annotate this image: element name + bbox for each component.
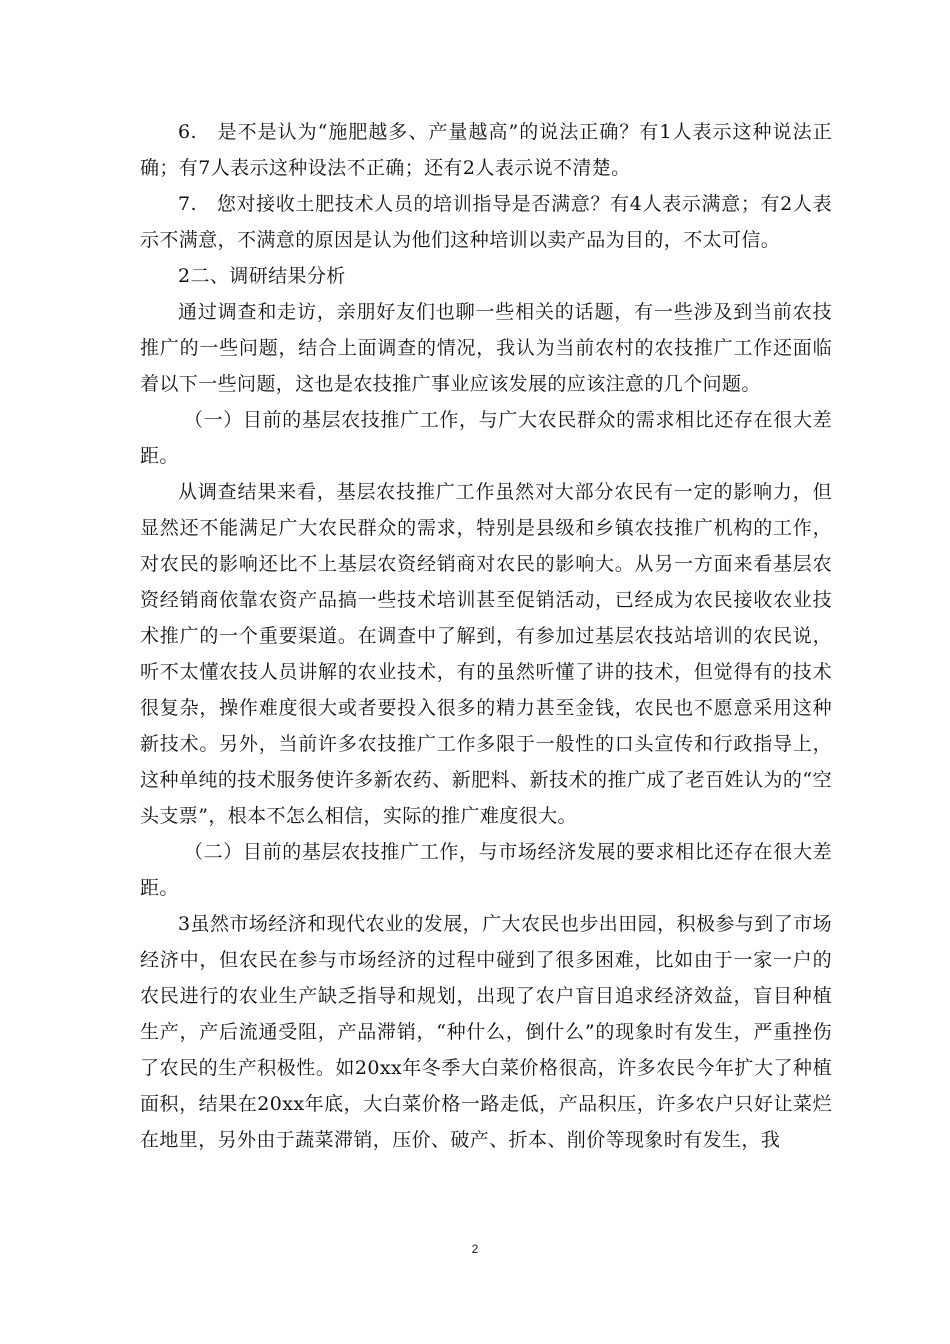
subheading-point-2: （二）目前的基层农技推广工作，与市场经济发展的要求相比还存在很大差距。 [140, 841, 832, 899]
page-number: 2 [471, 1242, 479, 1256]
paragraph-point-2-body: 3虽然市场经济和现代农业的发展，广大农民也步出田园，积极参与到了市场经济中，但农民在参与市场经济的过程中碰到了很多困难，比如由于一家一户的农民进行的农业生产缺乏指导和规划，出现了农户盲目追求经济效益，盲目种植生产，产后流通受阻，产品滞销，“种什么，倒什么”的现象时有发生，严重挫伤了农民的生产积极性。如20xx年冬季大白菜价格很高，许多农民今年扩大了种植面积，结果在20xx年底，大白菜价格一路走低，产品积压，许多农户只好让菜烂在地里，另外由于蔬菜滞销，压价、破产、折本、削价等现象时有发生，我 [140, 913, 832, 1151]
paragraph-point-1-body: 从调查结果来看，基层农技推广工作虽然对大部分农民有一定的影响力，但显然还不能满足广大农民群众的需求，特别是县级和乡镇农技推广机构的工作，对农民的影响还比不上基层农资经销商对农民的影响大。从另一方面来看基层农资经销商依靠农资产品搞一些技术培训甚至促销活动，已经成为农民接收农业技术推广的一个重要渠道。在调查中了解到，有参加过基层农技站培训的农民说，听不太懂农技人员讲解的农业技术，有的虽然听懂了讲的技术，但觉得有的技术很复杂，操作难度很大或者要投入很多的精力甚至金钱，农民也不愿意采用这种新技术。另外，当前许多农技推广工作多限于一般性的口头宣传和行政指导上，这种单纯的技术服务使许多新农药、新肥料、新技术的推广成了老百姓认为的“空头支票”，根本不怎么相信，实际的推广难度很大。 [140, 481, 832, 827]
paragraph-survey-item-7: 7. 您对接收土肥技术人员的培训指导是否满意？有4人表示满意；有2人表示不满意，不满意的原因是认为他们这种培训以卖产品为目的，不太可信。 [140, 193, 832, 251]
document-body [140, 114, 832, 1158]
subheading-point-1: （一）目前的基层农技推广工作，与广大农民群众的需求相比还存在很大差距。 [140, 409, 832, 467]
paragraph-analysis-intro: 通过调查和走访，亲朋好友们也聊一些相关的话题，有一些涉及到当前农技推广的一些问题，结合上面调查的情况，我认为当前农村的农技推广工作还面临着以下一些问题，这也是农技推广事业应该发展的应该注意的几个问题。 [140, 301, 832, 395]
section-heading-analysis: 2二、调研结果分析 [178, 265, 346, 287]
paragraph-survey-item-6: 6. 是不是认为“施肥越多、产量越高”的说法正确？有1人表示这种说法正确；有7人表示这种设法不正确；还有2人表示说不清楚。 [140, 121, 832, 179]
